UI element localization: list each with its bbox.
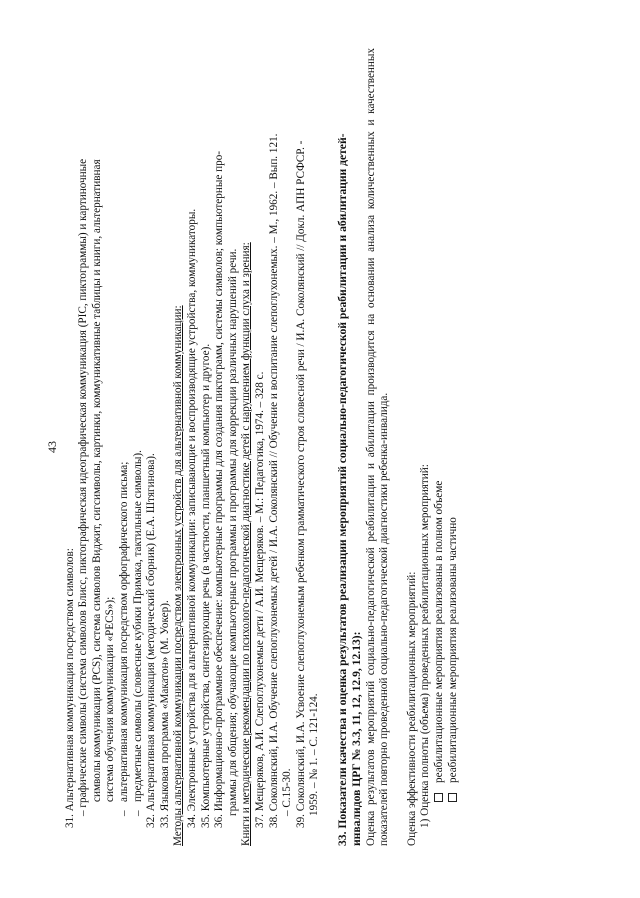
checkbox-icon — [434, 793, 443, 802]
list-item-38-line-1: 38. Соколянский, И.А. Обучение слепоглухонемых детей / И.А. Соколянский // Обучение и воспитание слепоглухонемых. – М., 1962. – Вып. 121. — [267, 133, 280, 828]
section-title-line-2: инвалидов ЦРГ № 3.3, 11, 12, 12.9, 12.13): — [350, 631, 364, 846]
section-title-line-1: 33. Показатели качества и оценка результатов реализации мероприятий социально-педагогической реабилитации и абилитации детей- — [335, 133, 349, 846]
list-item-38-line-2: – С.15-30. — [281, 768, 294, 816]
list-item-33: 33. Языковая программа «Макатон» (М. Уокер). — [158, 600, 171, 828]
list-item-32: 32. Альтернативная коммуникация (методический сборник) (Е.А. Штягинова). — [145, 453, 158, 828]
list-item-34: 34. Электронные устройства для альтернативной коммуникации: записывающие и воспроизводящие устройства, коммуникаторы. — [185, 208, 198, 828]
list-item-31: 31. Альтернативная коммуникация посредством символов: — [63, 548, 76, 828]
dash-icon: – — [117, 810, 130, 816]
effectiveness-heading: Оценка эффективности реабилитационных мероприятий: — [405, 571, 418, 846]
list-item-36-line-2: граммы для общения; обучающие компьютерные программы и программы для коррекции различных нарушений речи. — [226, 248, 239, 816]
list-item-text: предметные символы (словесные кубики Примака, тактильные символы). — [131, 450, 144, 802]
dash-icon: – — [131, 810, 144, 816]
section-paragraph: Оценка результатов мероприятий социально-педагогической реабилитации и абилитации производится на основании анализа количественных и качественных показателей повторно проведенной социально-педагогической диагностики ребенка-инвалида. — [364, 48, 391, 846]
list-item-35: 35. Компьютерные устройства, синтезирующие речь (в частности, планшетный компьютер и другое). — [199, 343, 212, 828]
books-heading: Книги и методические рекомендации по психолого-педагогической диагностике детей с нарушением функции слуха и зрения: — [240, 242, 253, 846]
list-item-39-line-2: 1959. – № 1. – С. 121-124. — [308, 693, 321, 816]
list-item-31-graphic-1: – графические символы (система символов Блисс, пиктографическая идеографическая коммуникация (PIC, пиктограммы) и картиночные — [77, 158, 90, 816]
methods-heading: Методы альтернативной коммуникации посредством электронных устройств для альтернативной коммуникации: — [172, 305, 185, 846]
option-partial — [447, 48, 461, 846]
list-item-39-line-1: 39. Соколянский, И.А. Усвоение слепоглухонемым ребенком грамматического строя словесной речи / И.А. Соколянский // Докл. АПН РСФСР. - — [294, 140, 307, 828]
list-item-31-objects — [132, 48, 146, 846]
list-item-text: альтернативная коммуникация посредством орфографического письма; — [117, 461, 130, 802]
list-item-31-graphic-3: система обучения коммуникации «PECS»); — [104, 596, 117, 802]
list-item-31-graphic-2: символы коммуникации (PCS), система символов Виджит, сигсимволы, картинки, коммуникативные таблицы и книги, альтернативная — [90, 159, 103, 802]
page-number: 43 — [45, 441, 59, 453]
checkbox-icon — [448, 793, 457, 802]
list-item-31-orthographic — [118, 48, 132, 846]
option-full — [433, 48, 447, 846]
list-item-37: 37. Мещеряков, А.И. Слепоглухонемые дети / А.И. Мещеряков. – М.: Педагогика, 1974. – 328 с. — [253, 371, 266, 828]
effectiveness-item-1: 1) Оценка полноты (объема) проведенных реабилитационных мероприятий: — [419, 464, 432, 828]
list-item-36-line-1: 36. Информационно-программное обеспечение: компьютерные программы для создания пиктограмм, системы символов; компьютерные про- — [213, 150, 226, 828]
option-partial-label: реабилитационные мероприятия реализованы частично — [446, 517, 459, 783]
option-full-label: реабилитационные мероприятия реализованы в полном объеме — [433, 480, 446, 783]
